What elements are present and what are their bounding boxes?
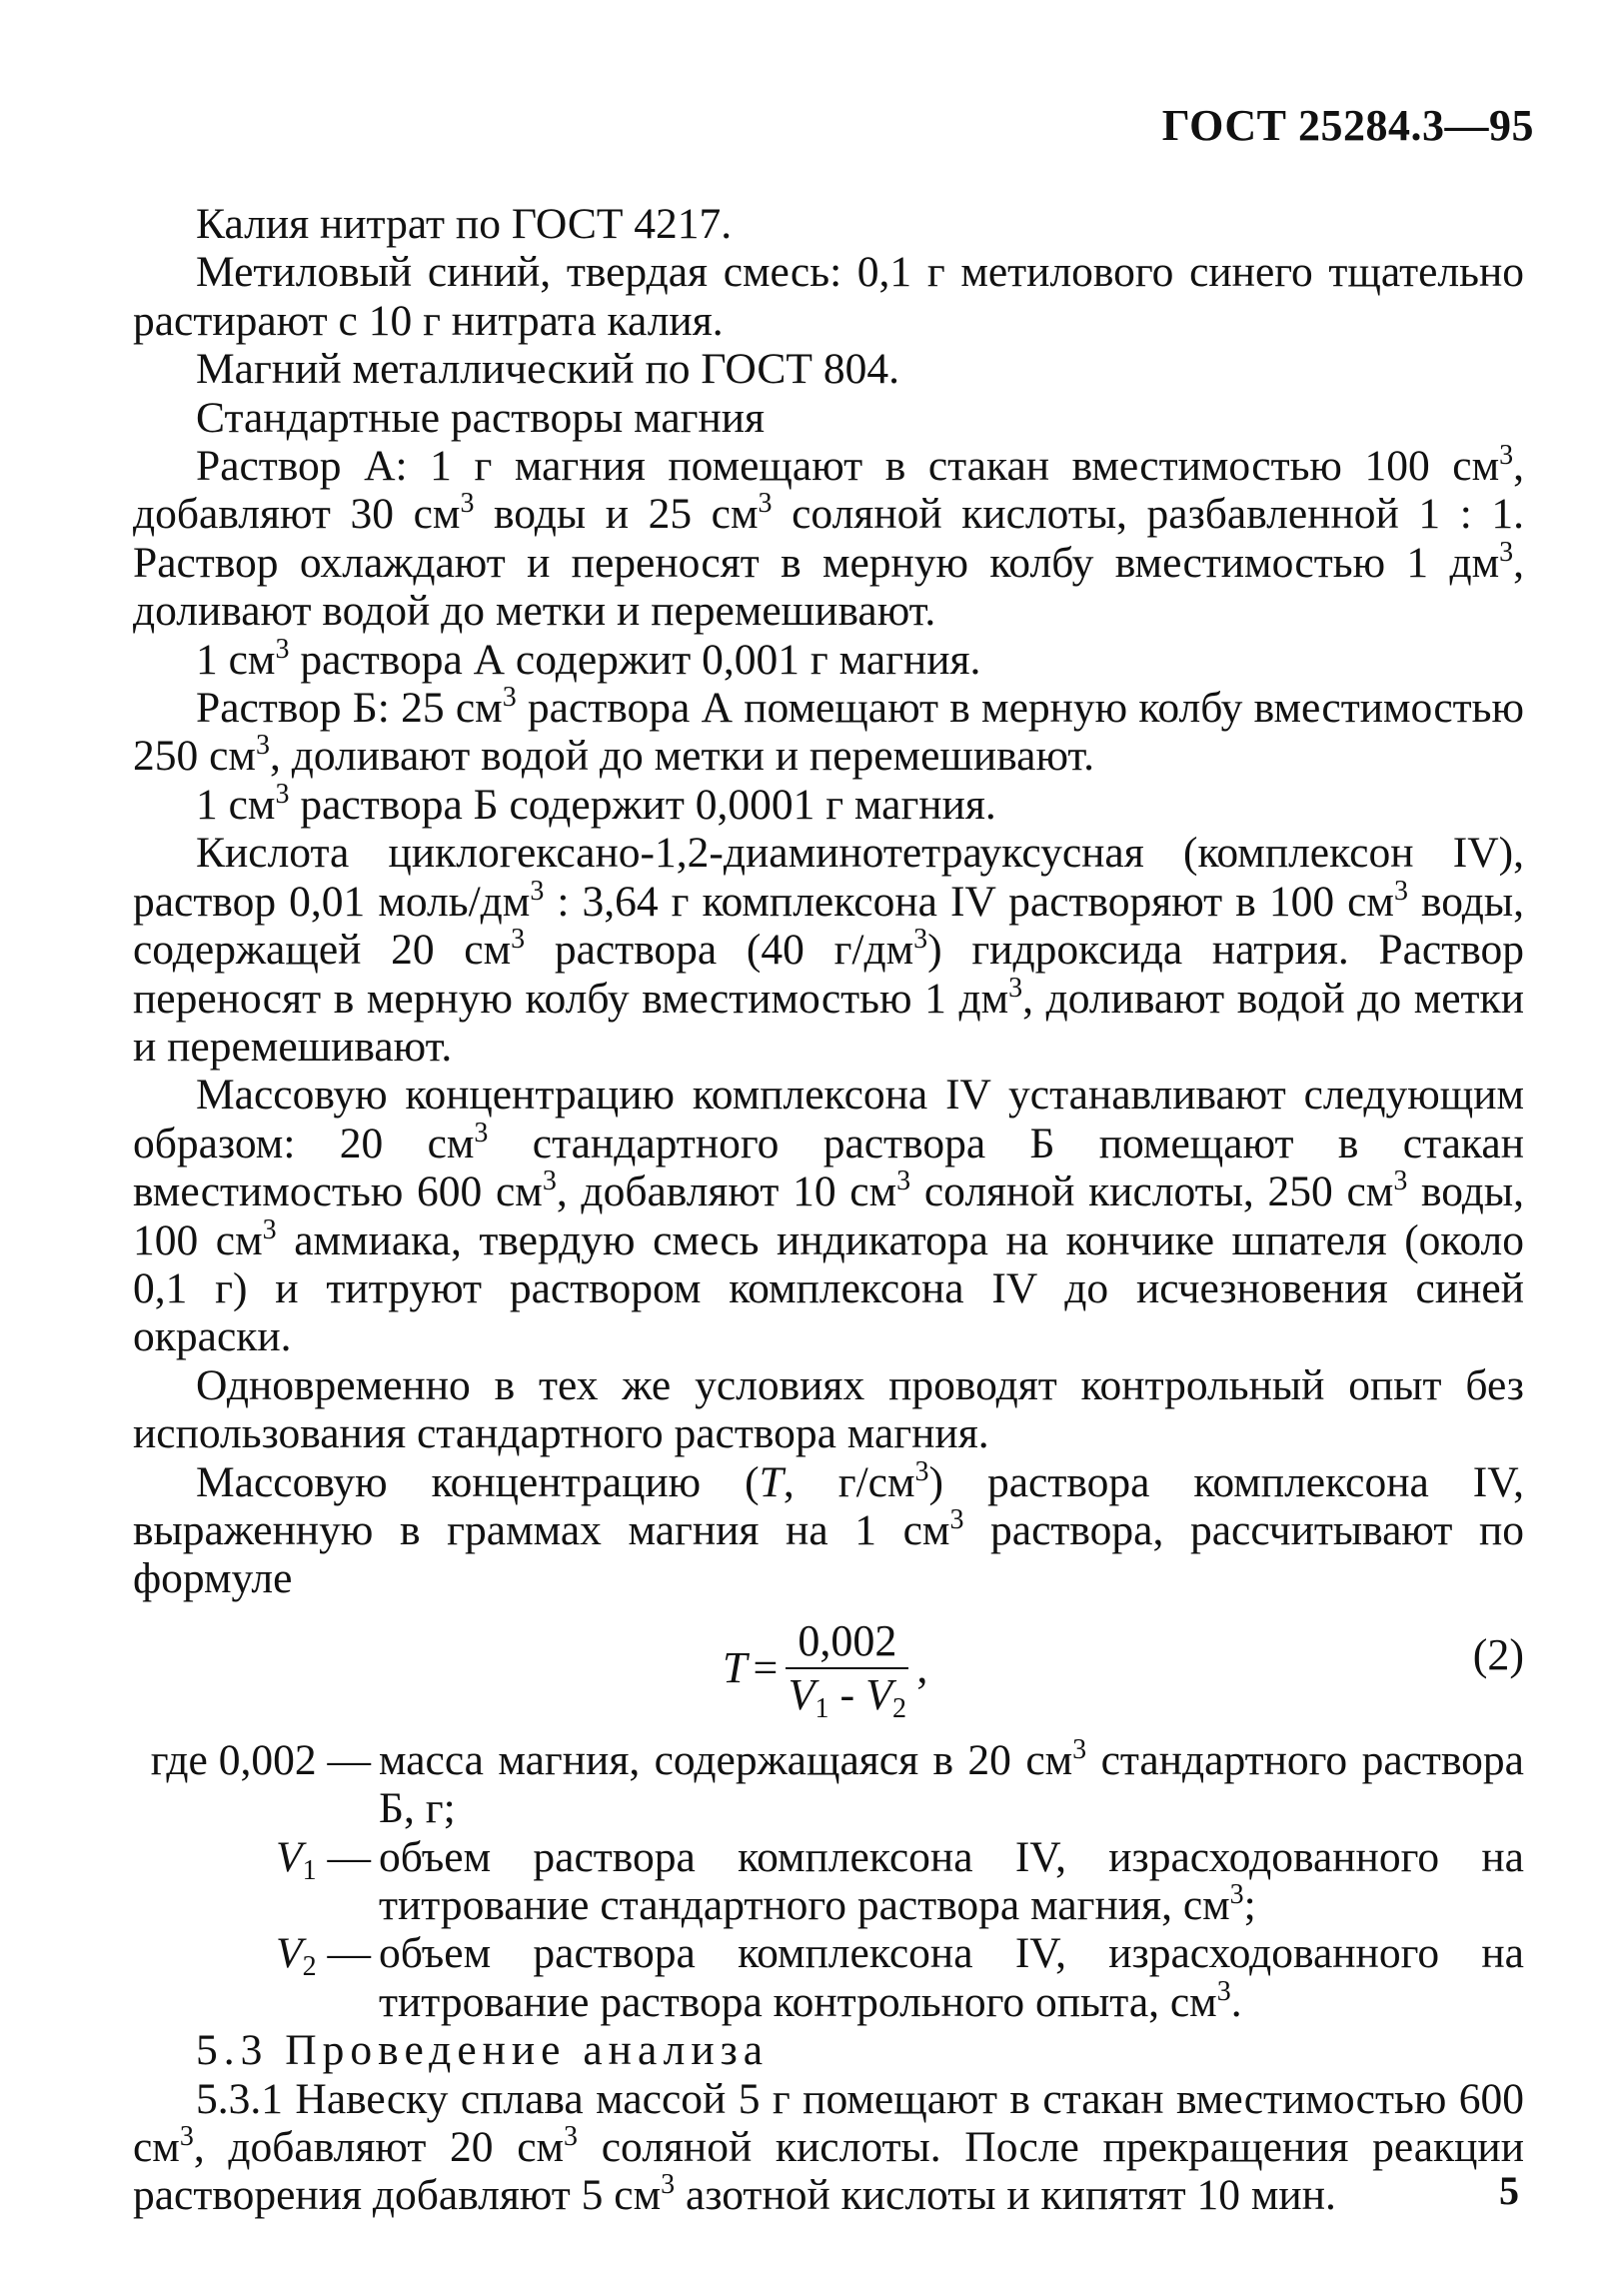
- formula-block: [133, 1609, 1524, 1734]
- text-run: азотной кислоты и кипятят 10 мин.: [675, 2171, 1336, 2220]
- superscript: 3: [474, 1117, 489, 1148]
- superscript: 3: [1216, 1975, 1231, 2007]
- paragraph: [133, 2075, 1524, 2220]
- superscript: 3: [949, 1503, 964, 1535]
- superscript: 3: [255, 730, 270, 762]
- paragraph: [133, 1071, 1524, 1360]
- text-run: раствора, рассчитывают по формуле: [133, 1505, 1524, 1603]
- superscript: 3: [542, 1165, 557, 1197]
- superscript: 3: [275, 778, 290, 810]
- text-run: 1 см: [196, 635, 276, 684]
- paragraph: [133, 829, 1524, 1071]
- text-run: 1 см: [196, 780, 276, 829]
- superscript: 3: [758, 488, 773, 520]
- superscript: 3: [530, 875, 545, 907]
- superscript: 3: [661, 2169, 676, 2201]
- text-run: стандартного раствора Б, г;: [379, 1735, 1524, 1833]
- text-run: .: [1230, 1977, 1242, 2026]
- paragraph: [133, 442, 1524, 636]
- text-run: соляной кислоты, 250 см: [910, 1167, 1394, 1216]
- dash: —: [316, 1832, 371, 1881]
- where-symbol: где 0,002 —: [150, 1735, 371, 1784]
- paragraph: [133, 684, 1524, 781]
- document-header-code: ГОСТ 25284.3—95: [1161, 101, 1534, 150]
- text-run: : 3,64 г комплексона IV растворяют в 100 см: [544, 877, 1394, 926]
- variable-V: V: [865, 1670, 893, 1720]
- superscript: 3: [896, 1165, 911, 1197]
- superscript: 3: [511, 924, 526, 956]
- superscript: 3: [1008, 972, 1023, 1004]
- text-run: воды, 100 см: [133, 1167, 1524, 1264]
- where-symbol: [133, 1929, 379, 2026]
- superscript: 3: [179, 2121, 194, 2153]
- page-number: 5: [1499, 2168, 1519, 2213]
- subscript: 1: [302, 1854, 317, 1886]
- superscript: 3: [1072, 1733, 1087, 1765]
- formula-minus: -: [828, 1670, 866, 1720]
- text-run: , г/см: [783, 1457, 915, 1506]
- paragraph: Стандартные растворы магния: [196, 393, 766, 442]
- formula-lhs: T: [723, 1642, 748, 1692]
- text-run: , добавляют 10 см: [556, 1167, 897, 1216]
- variable-V: V: [276, 1832, 303, 1881]
- text-run: объем раствора комплексона IV, израсходованного на титрование стандартного раствора магния, см: [379, 1832, 1524, 1929]
- superscript: 3: [1229, 1879, 1244, 1910]
- text-run: Кислота циклогексано-1,2-диаминотетрауксусная (комплексон IV), раствор 0,01 моль/дм: [133, 829, 1524, 926]
- superscript: 3: [1499, 536, 1514, 568]
- paragraph: [133, 633, 1524, 684]
- where-description: [379, 1733, 1524, 1833]
- text-run: , доливают водой до метки и перемешивают.: [133, 974, 1524, 1071]
- formula-fraction: [786, 1615, 908, 1725]
- text-run: , доливают водой до метки и перемешивают.: [133, 538, 1524, 636]
- superscript: 3: [1499, 440, 1514, 472]
- superscript: 3: [275, 633, 290, 665]
- text-run: раствора А содержит 0,001 г магния.: [289, 635, 981, 684]
- text-run: объем раствора комплексона IV, израсходованного на титрование раствора контрольного опыта, см: [379, 1929, 1524, 2026]
- where-description: [379, 1929, 1524, 2026]
- superscript: 3: [913, 924, 928, 956]
- superscript: 3: [564, 2121, 579, 2153]
- text-run: , добавляют 20 см: [193, 2123, 565, 2172]
- text-run: воды, содержащей 20 см: [133, 877, 1524, 975]
- formula-comma: ,: [916, 1642, 928, 1692]
- superscript: 3: [1393, 875, 1408, 907]
- paragraph: Калия нитрат по ГОСТ 4217.: [196, 200, 733, 248]
- text-run: стандартного раствора Б помещают в стакан вместимостью 600 см: [133, 1119, 1524, 1216]
- text-run: соляной кислоты, разбавленной 1 : 1. Раствор охлаждают и переносят в мерную колбу вместимостью 1 дм: [133, 490, 1524, 587]
- superscript: 3: [460, 488, 475, 520]
- superscript: 3: [502, 682, 517, 714]
- section-heading: 5.3 Проведение анализа: [196, 2026, 770, 2075]
- text-run: Массовую концентрацию комплексона IV устанавливают следующим образом: 20 см: [133, 1071, 1524, 1167]
- variable-V: V: [276, 1929, 303, 1978]
- formula: [723, 1615, 928, 1725]
- paragraph: [133, 778, 1524, 829]
- text-run: Массовую концентрацию (: [196, 1457, 760, 1506]
- superscript: 3: [262, 1213, 277, 1245]
- where-list: [0, 1733, 1524, 2026]
- text-run: воды и 25 см: [474, 490, 759, 539]
- formula-numerator: 0,002: [786, 1617, 908, 1669]
- equation-number: (2): [1472, 1629, 1524, 1679]
- variable-T: T: [759, 1457, 784, 1506]
- text-run: масса магния, содержащаяся в 20 см: [379, 1735, 1073, 1784]
- text-run: раствора А помещают в мерную колбу вместимостью 250 см: [133, 684, 1524, 781]
- where-symbol: [133, 1833, 379, 1930]
- text-run: ) раствора комплексона IV, выраженную в граммах магния на 1 см: [133, 1457, 1524, 1554]
- text-run: Раствор А: 1 г магния помещают в стакан вместимостью 100 см: [196, 442, 1500, 491]
- paragraph: Одновременно в тех же условиях проводят контрольный опыт без использования стандартного раствора магния.: [133, 1360, 1524, 1458]
- text-run: раствора Б содержит 0,0001 г магния.: [289, 780, 996, 829]
- where-description: [379, 1833, 1524, 1930]
- subscript: 2: [302, 1951, 317, 1983]
- text-run: раствора (40 г/дм: [525, 926, 914, 975]
- text-run: 5.3.1 Навеску сплава массой 5 г помещают в стакан вместимостью 600 см: [133, 2074, 1524, 2172]
- superscript: 3: [1393, 1165, 1408, 1197]
- superscript: 3: [914, 1455, 929, 1487]
- formula-equals: =: [753, 1642, 779, 1692]
- text-run: аммиака, твердую смесь индикатора на кончике шпателя (около 0,1 г) и титруют раствором комплексона IV до исчезновения синей окраски.: [133, 1215, 1524, 1361]
- text-run: Раствор Б: 25 см: [196, 684, 503, 733]
- formula-denominator: [788, 1669, 907, 1725]
- text-run: , добавляют 30 см: [133, 442, 1524, 539]
- paragraph: [133, 1455, 1524, 1603]
- text-run: , доливают водой до метки и перемешивают.: [269, 732, 1094, 781]
- subscript: 2: [892, 1693, 907, 1725]
- text-run: ) гидроксида натрия. Раствор переносят в мерную колбу вместимостью 1 дм: [133, 926, 1524, 1023]
- variable-V: V: [788, 1670, 815, 1720]
- body-text: [133, 200, 1524, 2220]
- text-run: ;: [1243, 1881, 1256, 1929]
- paragraph: Магний металлический по ГОСТ 804.: [196, 345, 899, 394]
- paragraph: Метиловый синий, твердая смесь: 0,1 г метилового синего тщательно растирают с 10 г нитрата калия.: [133, 248, 1524, 345]
- text-run: соляной кислоты. После прекращения реакции растворения добавляют 5 см: [133, 2123, 1524, 2220]
- subscript: 1: [814, 1693, 829, 1725]
- dash: —: [316, 1929, 371, 1978]
